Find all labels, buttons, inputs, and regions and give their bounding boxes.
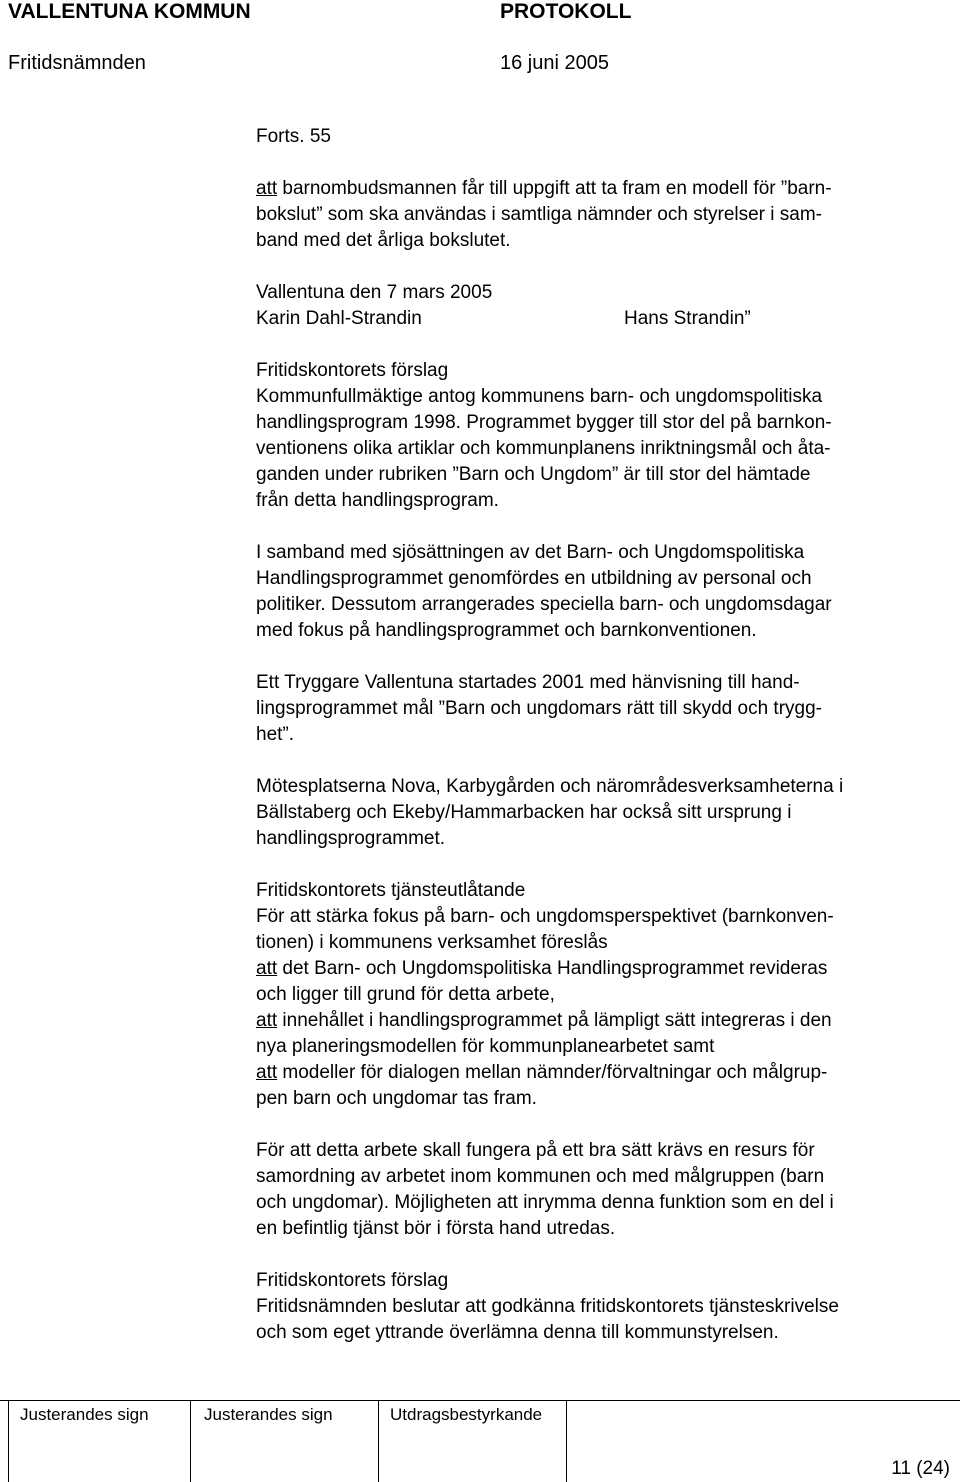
- signer-name: Hans Strandin”: [624, 308, 751, 329]
- paragraph: [256, 540, 952, 644]
- att-list: [256, 956, 952, 1112]
- document-type: PROTOKOLL: [500, 0, 632, 23]
- att-keyword: att: [256, 1062, 278, 1083]
- footer-column-divider: [378, 1400, 379, 1482]
- footer-sign-label: Justerandes sign: [20, 1405, 149, 1424]
- document-footer: [0, 1400, 960, 1482]
- place-date: Vallentuna den 7 mars 2005: [256, 282, 493, 303]
- municipality-name: VALLENTUNA KOMMUN: [8, 0, 251, 23]
- footer-certify-label: Utdragsbestyrkande: [390, 1405, 543, 1424]
- text-line: Mötesplatserna Nova, Karbygården och närområdesverksamheterna i: [256, 776, 844, 797]
- text-line: band med det årliga bokslutet.: [256, 230, 511, 251]
- text-line: med fokus på handlingsprogrammet och barnkonventionen.: [256, 620, 757, 641]
- text-line: och ungdomar). Möjligheten att inrymma denna funktion som en del i: [256, 1192, 834, 1213]
- footer-column-divider: [190, 1400, 191, 1482]
- text-line: nya planeringsmodellen för kommunplanearbetet samt: [256, 1036, 715, 1057]
- section-reference: Forts. 55: [256, 126, 331, 147]
- text-line: För att detta arbete skall fungera på ett bra sätt krävs en resurs för: [256, 1140, 815, 1161]
- text-line: pen barn och ungdomar tas fram.: [256, 1088, 537, 1109]
- att-paragraph: [256, 176, 952, 254]
- paragraph: [256, 1138, 952, 1242]
- text-line: I samband med sjösättningen av det Barn- och Ungdomspolitiska: [256, 542, 805, 563]
- committee-name: Fritidsnämnden: [8, 52, 146, 74]
- footer-sign-label: Justerandes sign: [204, 1405, 333, 1424]
- section-heading: Fritidskontorets förslag: [256, 1270, 449, 1291]
- section-heading: Fritidskontorets förslag: [256, 360, 449, 381]
- text-line: tionen) i kommunens verksamhet föreslås: [256, 932, 608, 953]
- footer-column-divider: [566, 1400, 567, 1482]
- att-keyword: att: [256, 178, 278, 199]
- section-heading: Fritidskontorets tjänsteutlåtande: [256, 880, 526, 901]
- text-line: Kommunfullmäktige antog kommunens barn- och ungdomspolitiska: [256, 386, 823, 407]
- text-line: För att stärka fokus på barn- och ungdomsperspektivet (barnkonven-: [256, 906, 834, 927]
- text-line: ganden under rubriken ”Barn och Ungdom” är till stor del hämtade: [256, 464, 811, 485]
- text-line: Handlingsprogrammet genomfördes en utbildning av personal och: [256, 568, 812, 589]
- att-keyword: att: [256, 1010, 278, 1031]
- text-line: och som eget yttrande överlämna denna till kommunstyrelsen.: [256, 1322, 779, 1343]
- text-line: barnombudsmannen får till uppgift att ta fram en modell för ”barn-: [277, 178, 832, 199]
- paragraph: [256, 904, 952, 956]
- text-line: het”.: [256, 724, 295, 745]
- text-line: modeller för dialogen mellan nämnder/förvaltningar och målgrup-: [277, 1062, 828, 1083]
- paragraph: [256, 670, 952, 748]
- text-line: det Barn- och Ungdomspolitiska Handlingsprogrammet revideras: [277, 958, 828, 979]
- page-number: 11 (24): [891, 1458, 950, 1479]
- text-line: ventionens olika artiklar och kommunplanens inriktningsmål och åta-: [256, 438, 831, 459]
- text-line: samordning av arbetet inom kommunen och med målgruppen (barn: [256, 1166, 825, 1187]
- text-line: en befintlig tjänst bör i första hand utredas.: [256, 1218, 616, 1239]
- text-line: handlingsprogrammet.: [256, 828, 446, 849]
- text-line: politiker. Dessutom arrangerades speciella barn- och ungdomsdagar: [256, 594, 832, 615]
- text-line: Bällstaberg och Ekeby/Hammarbacken har också sitt ursprung i: [256, 802, 792, 823]
- text-line: Ett Tryggare Vallentuna startades 2001 med hänvisning till hand-: [256, 672, 800, 693]
- text-line: innehållet i handlingsprogrammet på lämpligt sätt integreras i den: [277, 1010, 832, 1031]
- text-line: från detta handlingsprogram.: [256, 490, 499, 511]
- text-line: och ligger till grund för detta arbete,: [256, 984, 555, 1005]
- document-body: [256, 124, 952, 1346]
- paragraph: [256, 384, 952, 514]
- text-line: bokslut” som ska användas i samtliga nämnder och styrelser i sam-: [256, 204, 823, 225]
- signatures: [256, 306, 952, 332]
- text-line: Fritidsnämnden beslutar att godkänna fritidskontorets tjänsteskrivelse: [256, 1296, 839, 1317]
- footer-column-divider: [8, 1400, 9, 1482]
- meeting-date: 16 juni 2005: [500, 52, 609, 74]
- signer-name: Karin Dahl-Strandin: [256, 308, 422, 329]
- paragraph: [256, 1294, 952, 1346]
- text-line: handlingsprogram 1998. Programmet bygger till stor del på barnkon-: [256, 412, 832, 433]
- text-line: lingsprogrammet mål ”Barn och ungdomars rätt till skydd och trygg-: [256, 698, 823, 719]
- paragraph: [256, 774, 952, 852]
- att-keyword: att: [256, 958, 278, 979]
